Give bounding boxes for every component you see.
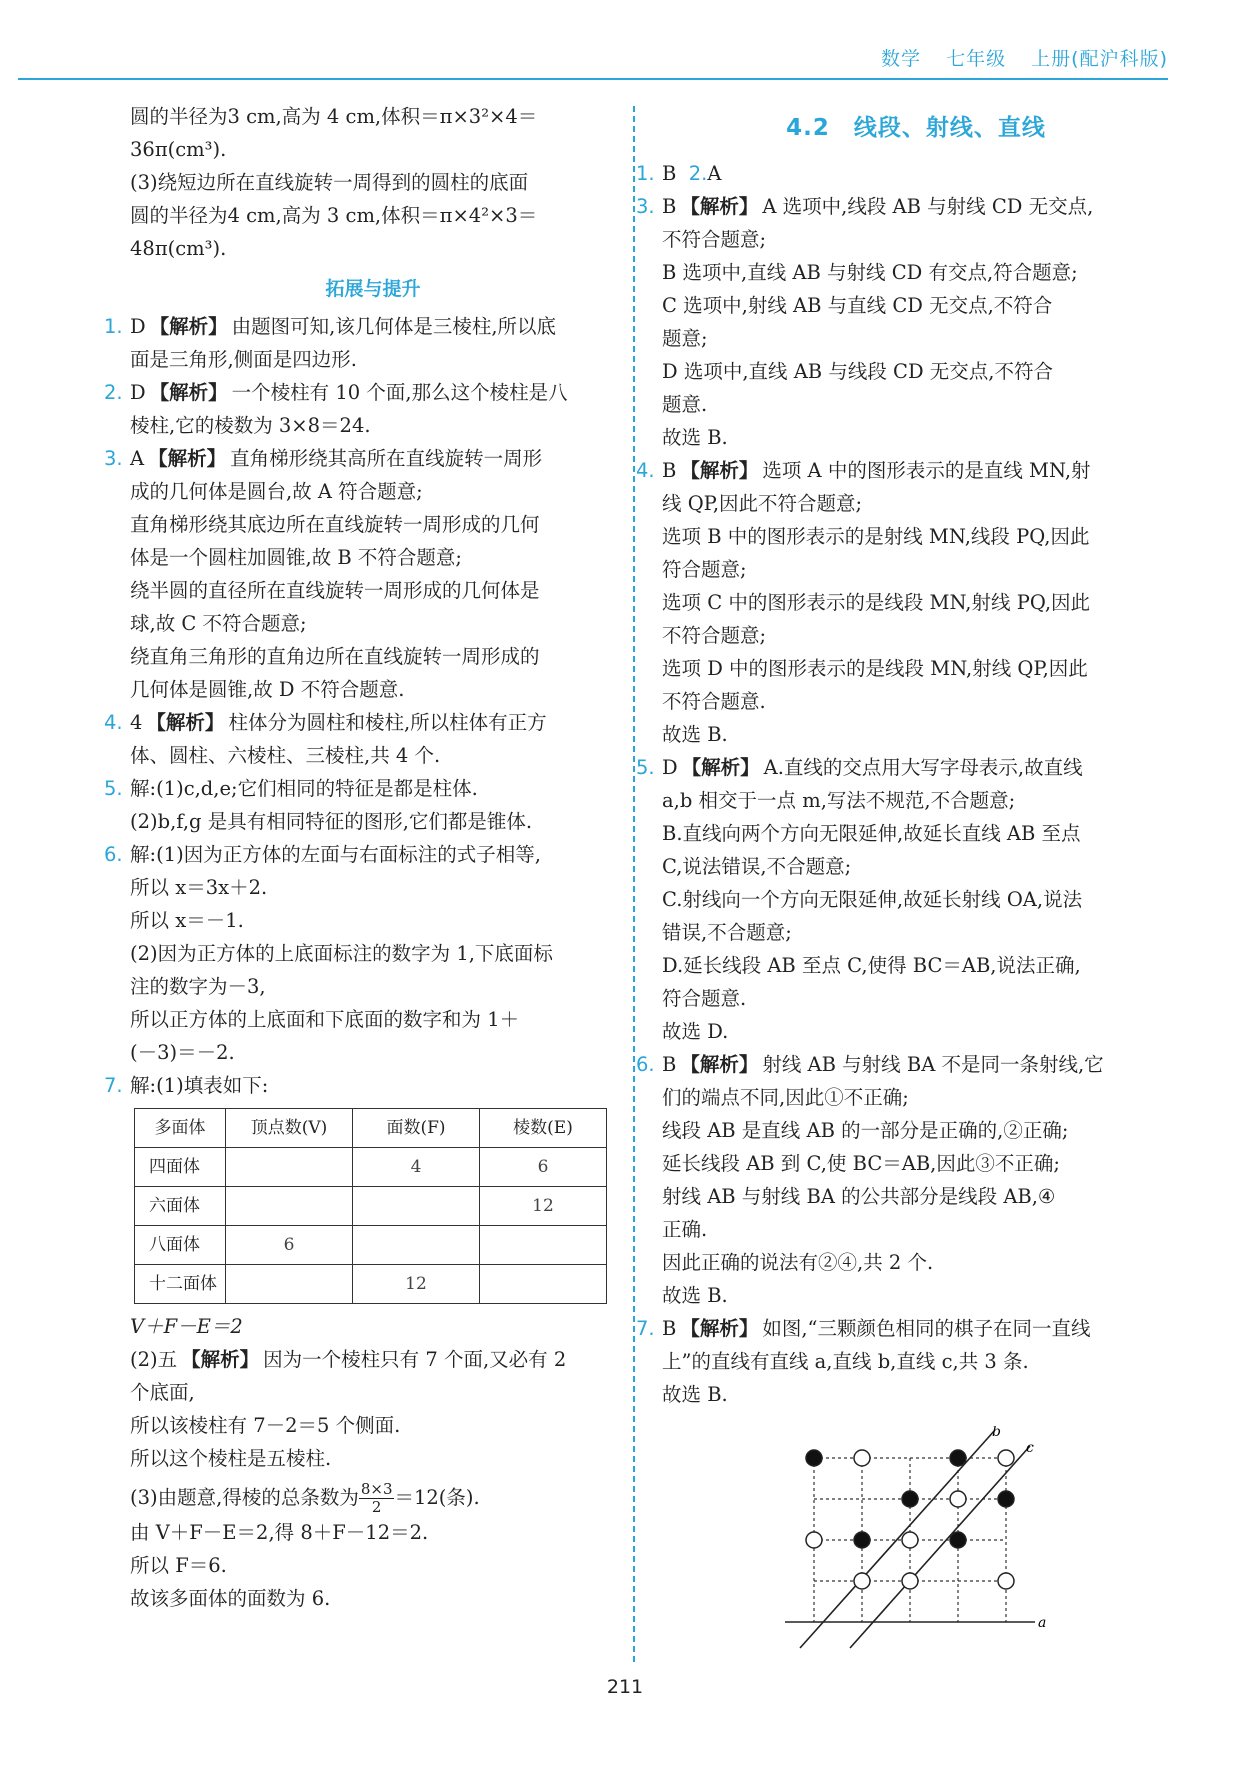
table-row (135, 1148, 607, 1187)
text-line: 如图,“三颗颜色相同的棋子在同一直线 (762, 1317, 1091, 1340)
text-line: 延长线段 AB 到 C,使 BC＝AB,因此③不正确; (662, 1152, 1060, 1175)
question-number: 4. (636, 459, 655, 482)
text-line: 体、圆柱、六棱柱、三棱柱,共 4 个. (130, 744, 441, 767)
question-4 (104, 706, 616, 772)
text-line: ＝12(条). (394, 1486, 480, 1509)
question-number: 3. (636, 195, 655, 218)
answer: D (130, 381, 146, 404)
white-piece (854, 1450, 870, 1466)
question-5 (104, 772, 616, 838)
text-line: a,b 相交于一点 m,写法不规范,不合题意; (662, 789, 1016, 812)
table-header: 多面体 (135, 1109, 226, 1148)
question-4 (636, 454, 1170, 751)
question-1 (104, 310, 616, 376)
question-number: 2. (104, 381, 123, 404)
label-b: b (992, 1426, 1001, 1440)
answer: D (662, 756, 678, 779)
answer: B (662, 1053, 677, 1076)
table-cell (226, 1265, 353, 1304)
text-line: 故选 B. (662, 723, 728, 746)
text-line: (2)因为正方体的上底面标注的数字为 1,下底面标 (130, 942, 553, 965)
analysis-tag: 【解析】 (149, 381, 228, 404)
question-number: 7. (636, 1317, 655, 1340)
text-line: D.延长线段 AB 至点 C,使得 BC＝AB,说法正确, (662, 954, 1081, 977)
text-line: 因为一个棱柱只有 7 个面,又必有 2 (263, 1348, 567, 1371)
black-piece (854, 1532, 870, 1548)
page-header (0, 0, 1250, 80)
text-line: 由题图可知,该几何体是三棱柱,所以底 (231, 315, 557, 338)
text-line: C 选项中,射线 AB 与直线 CD 无交点,不符合 (662, 294, 1053, 317)
text-line: 线 QP,因此不符合题意; (662, 492, 863, 515)
answer: 4 (130, 711, 143, 734)
question-2 (104, 376, 616, 442)
text-line: 所以 x＝3x＋2. (130, 876, 268, 899)
analysis-tag: 【解析】 (146, 711, 225, 734)
text-line: 符合题意; (662, 558, 747, 581)
answer: D (130, 315, 146, 338)
question-number: 4. (104, 711, 123, 734)
table-header: 棱数(E) (480, 1109, 607, 1148)
white-piece (998, 1450, 1014, 1466)
text-line: 解:(1)c,d,e;它们相同的特征是都是柱体. (130, 777, 478, 800)
question-number: 7. (104, 1074, 123, 1097)
table-header: 顶点数(V) (226, 1109, 353, 1148)
header-grade: 七年级 (946, 48, 1007, 70)
text-line: 48π(cm³). (130, 237, 227, 260)
page-number: 211 (606, 1676, 644, 1698)
polyhedron-table (134, 1108, 607, 1304)
text-line: 体是一个圆柱加圆锥,故 B 不符合题意; (130, 546, 462, 569)
text-line: (3)由题意,得棱的总条数为 (130, 1486, 359, 1509)
text-line: 球,故 C 不符合题意; (130, 612, 307, 635)
column-divider (633, 106, 635, 1662)
fraction (359, 1481, 395, 1516)
text-line: 所以这个棱柱是五棱柱. (130, 1447, 332, 1470)
analysis-tag: 【解析】 (681, 756, 760, 779)
text-line: 因此正确的说法有②④,共 2 个. (662, 1251, 934, 1274)
section-title: 4.2 线段、射线、直线 (786, 115, 1046, 141)
table-row (135, 1226, 607, 1265)
text-line: 故选 D. (662, 1020, 729, 1043)
text-line: D 选项中,直线 AB 与线段 CD 无交点,不符合 (662, 360, 1053, 383)
text-line: 不符合题意; (662, 624, 767, 647)
table-cell: 八面体 (135, 1226, 226, 1265)
text-line: 圆的半径为4 cm,高为 3 cm,体积＝π×4²×3＝ (130, 204, 538, 227)
text-line: 绕半圆的直径所在直线旋转一周形成的几何体是 (130, 579, 540, 602)
text-line: 36π(cm³). (130, 138, 227, 161)
black-piece (998, 1491, 1014, 1507)
table-cell: 6 (226, 1226, 353, 1265)
line-c (850, 1446, 1030, 1648)
table-cell (353, 1187, 480, 1226)
header-subject: 数学 (881, 48, 922, 70)
table-header: 面数(F) (353, 1109, 480, 1148)
table-cell (226, 1187, 353, 1226)
text-line: 柱体分为圆柱和棱柱,所以柱体有正方 (228, 711, 547, 734)
text-line: 故选 B. (662, 1284, 728, 1307)
white-piece (902, 1573, 918, 1589)
analysis-tag: 【解析】 (148, 447, 227, 470)
analysis-tag: 【解析】 (149, 315, 228, 338)
text-line: V＋F－E＝2 (130, 1315, 243, 1338)
text-line: 由 V＋F－E＝2,得 8＋F－12＝2. (130, 1521, 429, 1544)
table-cell (226, 1148, 353, 1187)
text-line: 几何体是圆锥,故 D 不符合题意. (130, 678, 405, 701)
answer: B (662, 162, 677, 185)
question-3 (636, 190, 1170, 454)
black-piece (902, 1491, 918, 1507)
text-line: 不符合题意. (662, 690, 766, 713)
table-cell: 12 (353, 1265, 480, 1304)
table-cell: 4 (353, 1148, 480, 1187)
table-cell (480, 1226, 607, 1265)
text-line: 直角梯形绕其底边所在直线旋转一周形成的几何 (130, 513, 540, 536)
analysis-tag: 【解析】 (680, 1053, 759, 1076)
right-column (636, 100, 1170, 1411)
text-line: 所以 F＝6. (130, 1554, 227, 1577)
text-line: 解:(1)填表如下: (130, 1074, 269, 1097)
text-line: 正确. (662, 1218, 708, 1241)
text-line: A 选项中,线段 AB 与射线 CD 无交点, (762, 195, 1094, 218)
table-cell: 12 (480, 1187, 607, 1226)
text-line: 面是三角形,侧面是四边形. (130, 348, 357, 371)
question-3 (104, 442, 616, 706)
analysis-tag: 【解析】 (680, 1317, 759, 1340)
question-number: 5. (636, 756, 655, 779)
question-number: 6. (636, 1053, 655, 1076)
text-line: 选项 B 中的图形表示的是射线 MN,线段 PQ,因此 (662, 525, 1090, 548)
text-line: 题意; (662, 327, 708, 350)
question-number: 3. (104, 447, 123, 470)
text-line: 线段 AB 是直线 AB 的一部分是正确的,②正确; (662, 1119, 1069, 1142)
text-line: 题意. (662, 393, 708, 416)
header-title (863, 44, 1168, 71)
table-cell (480, 1265, 607, 1304)
text-line: 所以正方体的上底面和下底面的数字和为 1＋ (130, 1008, 520, 1031)
text-line: 符合题意. (662, 987, 747, 1010)
black-piece (950, 1450, 966, 1466)
analysis-tag: 【解析】 (680, 459, 759, 482)
text-line: 解:(1)因为正方体的左面与右面标注的式子相等, (130, 843, 541, 866)
question-5 (636, 751, 1170, 1048)
question-7 (104, 1069, 616, 1615)
text-line: 棱柱,它的棱数为 3×8＝24. (130, 414, 371, 437)
answer: A (130, 447, 145, 470)
text-line: 成的几何体是圆台,故 A 符合题意; (130, 480, 423, 503)
white-piece (902, 1532, 918, 1548)
table-cell: 十二面体 (135, 1265, 226, 1304)
text-line: 不符合题意; (662, 228, 767, 251)
text-line: 注的数字为－3, (130, 975, 266, 998)
question-number: 5. (104, 777, 123, 800)
fraction-numerator: 8×3 (360, 1480, 393, 1498)
analysis-tag: 【解析】 (181, 1348, 260, 1371)
text-line: 个底面, (130, 1381, 195, 1404)
question-6 (636, 1048, 1170, 1312)
left-column (104, 100, 616, 1615)
analysis-tag: 【解析】 (680, 195, 759, 218)
answer: B (662, 195, 677, 218)
question-7 (636, 1312, 1170, 1411)
answer: B (662, 459, 677, 482)
text-line: 直角梯形绕其高所在直线旋转一周形 (230, 447, 543, 470)
table-cell (353, 1226, 480, 1265)
chess-grid-figure (780, 1426, 1070, 1656)
text-line: 故选 B. (662, 426, 728, 449)
answer: A (707, 162, 722, 185)
text-line: 选项 A 中的图形表示的是直线 MN,射 (762, 459, 1091, 482)
text-line: B 选项中,直线 AB 与射线 CD 有交点,符合题意; (662, 261, 1078, 284)
question-6 (104, 838, 616, 1069)
text-line: 绕直角三角形的直角边所在直线旋转一周形成的 (130, 645, 540, 668)
text-line: 一个棱柱有 10 个面,那么这个棱柱是八 (231, 381, 568, 404)
text-line: 们的端点不同,因此①不正确; (662, 1086, 909, 1109)
label-a: a (1038, 1615, 1047, 1631)
text-line: 选项 D 中的图形表示的是线段 MN,射线 QP,因此 (662, 657, 1088, 680)
text-line: 射线 AB 与射线 BA 的公共部分是线段 AB,④ (662, 1185, 1056, 1208)
text-line: (2)b,f,g 是具有相同特征的图形,它们都是锥体. (130, 810, 533, 833)
section-title: 拓展与提升 (325, 278, 421, 300)
text-line: (3)绕短边所在直线旋转一周得到的圆柱的底面 (130, 171, 529, 194)
label-c: c (1026, 1440, 1034, 1456)
text-line: 圆的半径为3 cm,高为 4 cm,体积＝π×3²×4＝ (130, 105, 538, 128)
text-line: 所以 x＝－1. (130, 909, 244, 932)
question-number: 2. (688, 162, 708, 185)
white-piece (806, 1532, 822, 1548)
text-line: A.直线的交点用大写字母表示,故直线 (763, 756, 1083, 779)
table-cell: 四面体 (135, 1148, 226, 1187)
question-number: 6. (104, 843, 123, 866)
fraction-denominator: 2 (371, 1498, 382, 1516)
table-cell: 六面体 (135, 1187, 226, 1226)
text-line: 故该多面体的面数为 6. (130, 1587, 331, 1610)
text-line: C,说法错误,不合题意; (662, 855, 852, 878)
table-row (135, 1187, 607, 1226)
text-line: 选项 C 中的图形表示的是线段 MN,射线 PQ,因此 (662, 591, 1091, 614)
white-piece (998, 1573, 1014, 1589)
question-number: 1. (636, 162, 655, 185)
header-volume: 上册(配沪科版) (1031, 48, 1168, 70)
white-piece (854, 1573, 870, 1589)
question-number: 1. (104, 315, 123, 338)
text-line: 所以该棱柱有 7－2＝5 个侧面. (130, 1414, 401, 1437)
black-piece (950, 1532, 966, 1548)
black-piece (806, 1450, 822, 1466)
table-row (135, 1265, 607, 1304)
header-rule (18, 78, 1168, 80)
text-line: 故选 B. (662, 1383, 728, 1406)
table-cell: 6 (480, 1148, 607, 1187)
white-piece (950, 1491, 966, 1507)
table-header-row (135, 1109, 607, 1148)
text-line: C.射线向一个方向无限延伸,故延长射线 OA,说法 (662, 888, 1083, 911)
text-line: 错误,不合题意; (662, 921, 792, 944)
text-line: 射线 AB 与射线 BA 不是同一条射线,它 (762, 1053, 1104, 1076)
text-line: B.直线向两个方向无限延伸,故延长直线 AB 至点 (662, 822, 1081, 845)
text-line: 上”的直线有直线 a,直线 b,直线 c,共 3 条. (662, 1350, 1029, 1373)
text-line: (－3)＝－2. (130, 1041, 235, 1064)
text-line: (2)五 (130, 1348, 178, 1371)
answer: B (662, 1317, 677, 1340)
